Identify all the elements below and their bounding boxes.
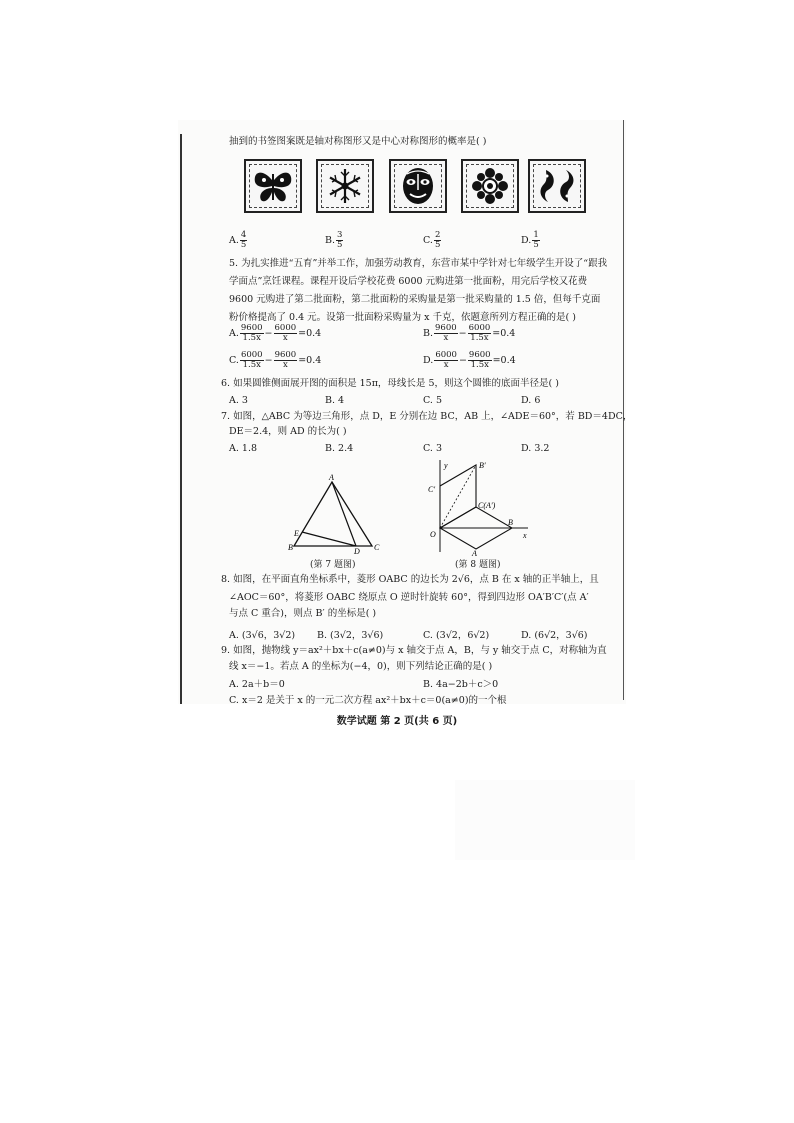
q9-line-1: 9. 如图，抛物线 y＝ax²＋bx＋c(a≠0)与 x 轴交于点 A，B，与 y 轴交于点 C，对称轴为直 bbox=[221, 645, 607, 656]
q6-option-b[interactable]: B. 4 bbox=[325, 395, 345, 406]
label-c: C bbox=[374, 543, 380, 552]
q7-option-b[interactable]: B. 2.4 bbox=[325, 443, 354, 454]
label-c-prime: C′ bbox=[428, 485, 436, 494]
q9-option-b[interactable]: B. 4a−2b＋c＞0 bbox=[423, 679, 499, 690]
q5-line-1: 5. 为扎实推进“五育”并举工作，加强劳动教育，东营市某中学针对七年级学生开设了“跟我 bbox=[229, 258, 608, 269]
q8-option-a[interactable]: A. (3√6，3√2) bbox=[229, 630, 296, 641]
scan-blank-area bbox=[455, 780, 635, 860]
label-y: y bbox=[444, 461, 448, 470]
q8-line-1: 8. 如图，在平面直角坐标系中，菱形 OABC 的边长为 2√6，点 B 在 x 轴的正半轴上，且 bbox=[221, 574, 599, 585]
q9-option-c[interactable]: C. x＝2 是关于 x 的一元二次方程 ax²＋bx＋c＝0(a≠0)的一个根 bbox=[229, 695, 507, 706]
butterfly-icon bbox=[252, 166, 294, 206]
q5-line-3: 9600 元购进了第二批面粉，第二批面粉的采购量是第一批采购量的 1.5 倍，但每千克面 bbox=[229, 294, 601, 305]
q6-option-d[interactable]: D. 6 bbox=[521, 395, 541, 406]
bookmark-image-5 bbox=[528, 159, 586, 213]
q8-line-3: 与点 C 重合)，则点 B′ 的坐标是( ) bbox=[229, 608, 377, 619]
label-b: B bbox=[508, 518, 513, 527]
q8-option-d[interactable]: D. (6√2，3√6) bbox=[521, 630, 588, 641]
q4-text: 抽到的书签图案既是轴对称图形又是中心对称图形的概率是( ) bbox=[229, 136, 487, 147]
q4-option-d[interactable]: D. $\frac{1}{5}$ bbox=[521, 230, 539, 250]
page-left-border bbox=[180, 134, 182, 704]
label-e: E bbox=[294, 529, 299, 538]
segment-de bbox=[302, 532, 356, 546]
q7-figure bbox=[280, 470, 390, 555]
label-b: B bbox=[288, 543, 293, 552]
q8-option-c[interactable]: C. (3√2，6√2) bbox=[423, 630, 490, 641]
q8-caption: (第 8 题图) bbox=[455, 560, 501, 570]
page-footer: 数学试题 第 2 页(共 6 页) bbox=[336, 716, 458, 727]
q6-text: 6. 如果圆锥侧面展开图的面积是 15π，母线长是 5，则这个圆锥的底面半径是( ) bbox=[221, 378, 559, 389]
q4-option-a[interactable]: A. $\frac{4}{5}$ bbox=[229, 230, 247, 250]
q5-option-b[interactable]: B. $\frac{9600}{x}$ − $\frac{6000}{1.5x}$ =0.4 bbox=[423, 323, 516, 343]
q5-line-2: 学面点”烹饪课程。课程开设后学校花费 6000 元购进第一批面粉，用完后学校又花费 bbox=[229, 276, 588, 287]
q7-line-1: 7. 如图，△ABC 为等边三角形，点 D，E 分别在边 BC，AB 上，∠ADE＝60°，若 BD＝4DC， bbox=[221, 411, 633, 422]
q5-option-d[interactable]: D. $\frac{6000}{x}$ − $\frac{9600}{1.5x}$ =0.4 bbox=[423, 350, 516, 370]
diagonal-ob-prime bbox=[440, 465, 476, 528]
q5-option-c[interactable]: C. $\frac{6000}{1.5x}$ − $\frac{9600}{x}$ =0.4 bbox=[229, 350, 322, 370]
q7-caption: (第 7 题图) bbox=[310, 560, 356, 570]
q8-line-2: ∠AOC＝60°，将菱形 OABC 绕原点 O 逆时针旋转 60°，得到四边形 OA′B′C′(点 A′ bbox=[229, 592, 589, 603]
label-a: A bbox=[329, 473, 334, 482]
label-x: x bbox=[523, 531, 527, 540]
bookmark-image-1 bbox=[244, 159, 302, 213]
q8-option-b[interactable]: B. (3√2，3√6) bbox=[317, 630, 384, 641]
snowflake-icon bbox=[324, 166, 366, 206]
label-c-a-prime: C(A′) bbox=[478, 501, 496, 510]
triangle-abc bbox=[294, 482, 372, 546]
q7-line-2: DE＝2.4，则 AD 的长为( ) bbox=[229, 426, 347, 437]
bookmark-image-3 bbox=[389, 159, 447, 213]
q6-option-c[interactable]: C. 5 bbox=[423, 395, 443, 406]
bookmark-image-2 bbox=[316, 159, 374, 213]
q4-option-c[interactable]: C. $\frac{2}{5}$ bbox=[423, 230, 441, 250]
q9-option-a[interactable]: A. 2a＋b＝0 bbox=[229, 679, 285, 690]
q6-option-a[interactable]: A. 3 bbox=[229, 395, 248, 406]
fish-icon bbox=[536, 166, 578, 206]
label-a: A bbox=[472, 549, 477, 556]
q4-option-b[interactable]: B. $\frac{3}{5}$ bbox=[325, 230, 343, 250]
page-right-border bbox=[623, 120, 624, 700]
q5-line-4: 粉价格提高了 0.4 元。设第一批面粉采购量为 x 千克，依题意所列方程正确的是( ) bbox=[229, 312, 576, 323]
mask-icon bbox=[397, 166, 439, 206]
label-d: D bbox=[354, 547, 360, 555]
q5-option-a[interactable]: A. $\frac{9600}{1.5x}$ − $\frac{6000}{x}$ =0.4 bbox=[229, 323, 322, 343]
q8-figure bbox=[428, 456, 532, 556]
label-o: O bbox=[430, 530, 436, 539]
q9-line-2: 线 x＝−1。若点 A 的坐标为(−4，0)，则下列结论正确的是( ) bbox=[229, 661, 493, 672]
q7-option-a[interactable]: A. 1.8 bbox=[229, 443, 258, 454]
flower-icon bbox=[469, 166, 511, 206]
bookmark-image-4 bbox=[461, 159, 519, 213]
q7-option-c[interactable]: C. 3 bbox=[423, 443, 443, 454]
q7-option-d[interactable]: D. 3.2 bbox=[521, 443, 550, 454]
label-b-prime: B′ bbox=[479, 461, 486, 470]
